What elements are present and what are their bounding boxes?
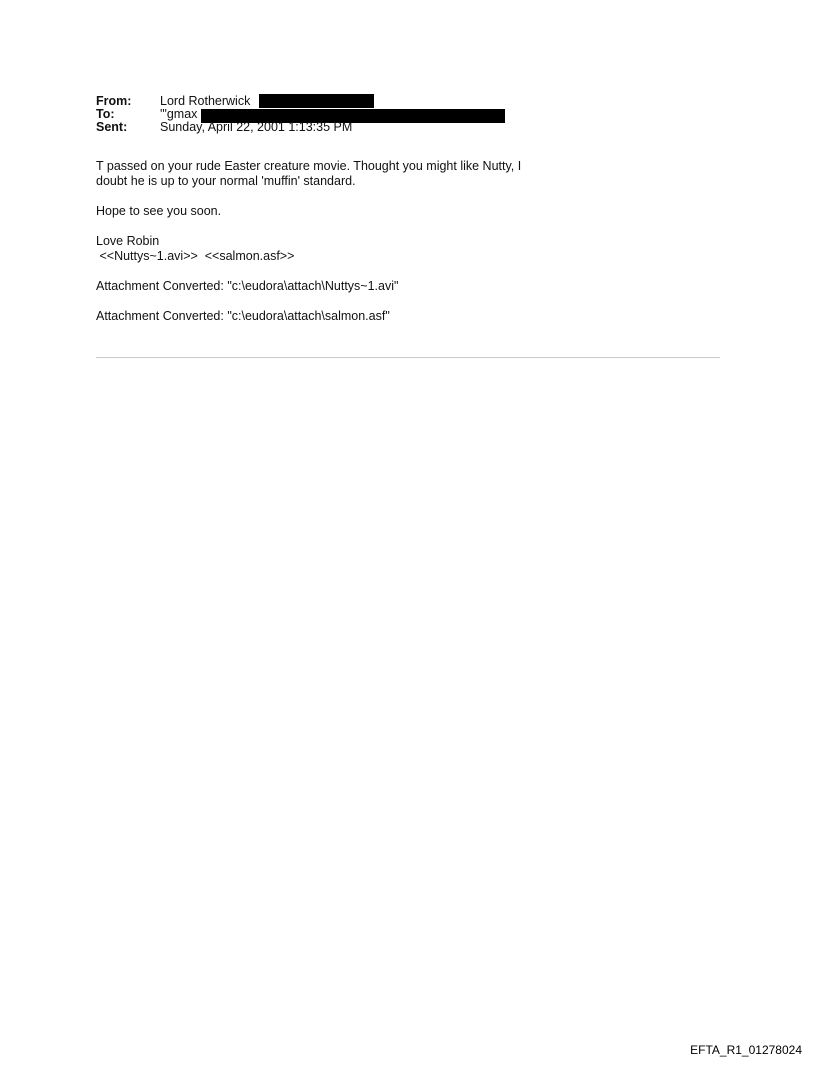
- to-label: To:: [96, 107, 115, 121]
- signature-line: Love Robin: [96, 234, 160, 248]
- from-label: From:: [96, 94, 132, 108]
- to-value: '"gmax: [160, 107, 198, 121]
- email-body: [96, 159, 656, 324]
- from-value: Lord Rotherwick: [160, 94, 251, 108]
- attachment-converted-1: Attachment Converted: "c:\eudora\attach\Nuttys~1.avi": [96, 279, 399, 293]
- sent-value: Sunday, April 22, 2001 1:13:35 PM: [160, 120, 353, 134]
- sent-label: Sent:: [96, 120, 128, 134]
- body-line-1: T passed on your rude Easter creature movie. Thought you might like Nutty, I: [96, 159, 522, 173]
- horizontal-divider: [96, 357, 720, 358]
- from-redaction-block: [259, 94, 374, 108]
- document-id: EFTA_R1_01278024: [690, 1043, 802, 1057]
- attachment-converted-2: Attachment Converted: "c:\eudora\attach\salmon.asf": [96, 309, 390, 323]
- body-line-3: Hope to see you soon.: [96, 204, 222, 218]
- attachment-list: <<Nuttys~1.avi>> <<salmon.asf>>: [96, 249, 295, 263]
- body-line-2: doubt he is up to your normal 'muffin' standard.: [96, 174, 356, 188]
